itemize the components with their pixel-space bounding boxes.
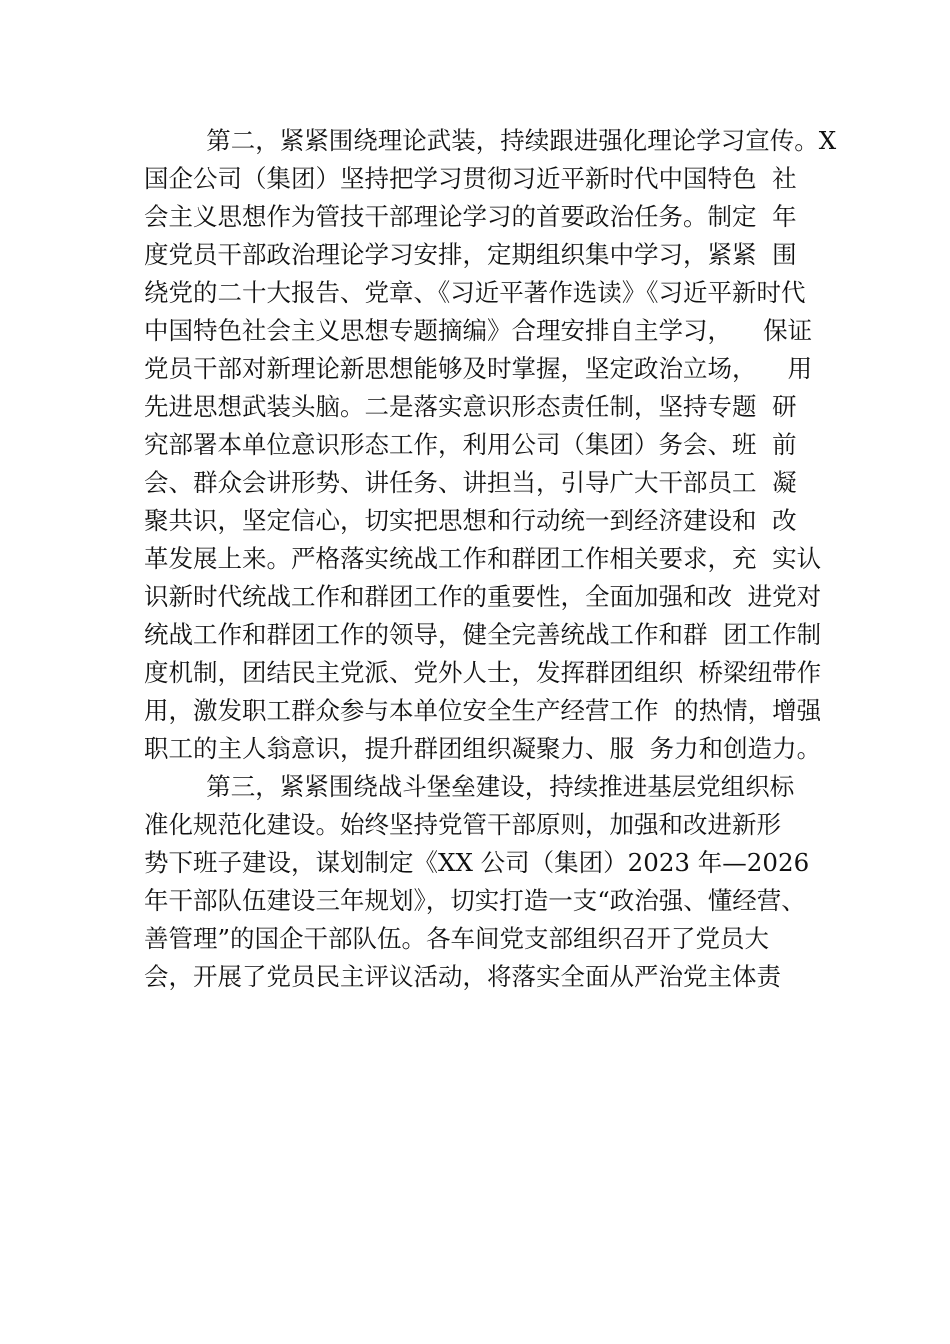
text-line: 职工的主人翁意识，提升群团组织凝聚力、服 务力和创造力。 (144, 734, 822, 763)
text-line: 先进思想武装头脑。二是落实意识形态责任制，坚持专题 研 (144, 392, 797, 421)
paragraph-organization (144, 768, 844, 996)
text-line: 国企公司（集团）坚持把学习贯彻习近平新时代中国特色 社 (144, 164, 797, 193)
text-line: 用，激发职工群众参与本单位安全生产经营工作 的热情，增强 (144, 696, 822, 725)
text-line: 善管理”的国企干部队伍。各车间党支部组织召开了党员大 (144, 924, 770, 953)
paragraph-theory (144, 122, 844, 768)
text-line: 会，开展了党员民主评议活动，将落实全面从严治党主体责 (144, 962, 781, 991)
text-line: 度党员干部政治理论学习安排，定期组织集中学习，紧紧 围 (144, 240, 797, 269)
text-line: 会主义思想作为管技干部理论学习的首要政治任务。制定 年 (144, 202, 797, 231)
text-line: 第三，紧紧围绕战斗堡垒建设，持续推进基层党组织标 (144, 772, 795, 801)
text-line: 党员干部对新理论新思想能够及时掌握，坚定政治立场， 用 (144, 354, 813, 383)
text-line: 会、群众会讲形势、讲任务、讲担当，引导广大干部员工 凝 (144, 468, 797, 497)
text-line: 中国特色社会主义思想专题摘编》合理安排自主学习， 保证 (144, 316, 813, 345)
text-line: 统战工作和群团工作的领导，健全完善统战工作和群 团工作制 (144, 620, 822, 649)
text-line: 第二，紧紧围绕理论武装，持续跟进强化理论学习宣传。X (144, 126, 837, 155)
text-line: 准化规范化建设。始终坚持党管干部原则，加强和改进新形 (144, 810, 781, 839)
text-line: 识新时代统战工作和群团工作的重要性，全面加强和改 进党对 (144, 582, 822, 611)
text-line: 势下班子建设，谋划制定《XX 公司（集团）2023 年—2026 (144, 848, 810, 877)
text-line: 度机制，团结民主党派、党外人士，发挥群团组织 桥梁纽带作 (144, 658, 822, 687)
text-line: 聚共识，坚定信心，切实把思想和行动统一到经济建设和 改 (144, 506, 797, 535)
text-line: 革发展上来。严格落实统战工作和群团工作相关要求，充 实认 (144, 544, 822, 573)
text-line: 年干部队伍建设三年规划》，切实打造一支“政治强、懂经营、 (144, 886, 806, 915)
body-text (144, 122, 844, 996)
text-line: 绕党的二十大报告、党章、《习近平著作选读》《习近平新时代 (144, 278, 806, 307)
text-line: 究部署本单位意识形态工作，利用公司（集团）务会、班 前 (144, 430, 797, 459)
